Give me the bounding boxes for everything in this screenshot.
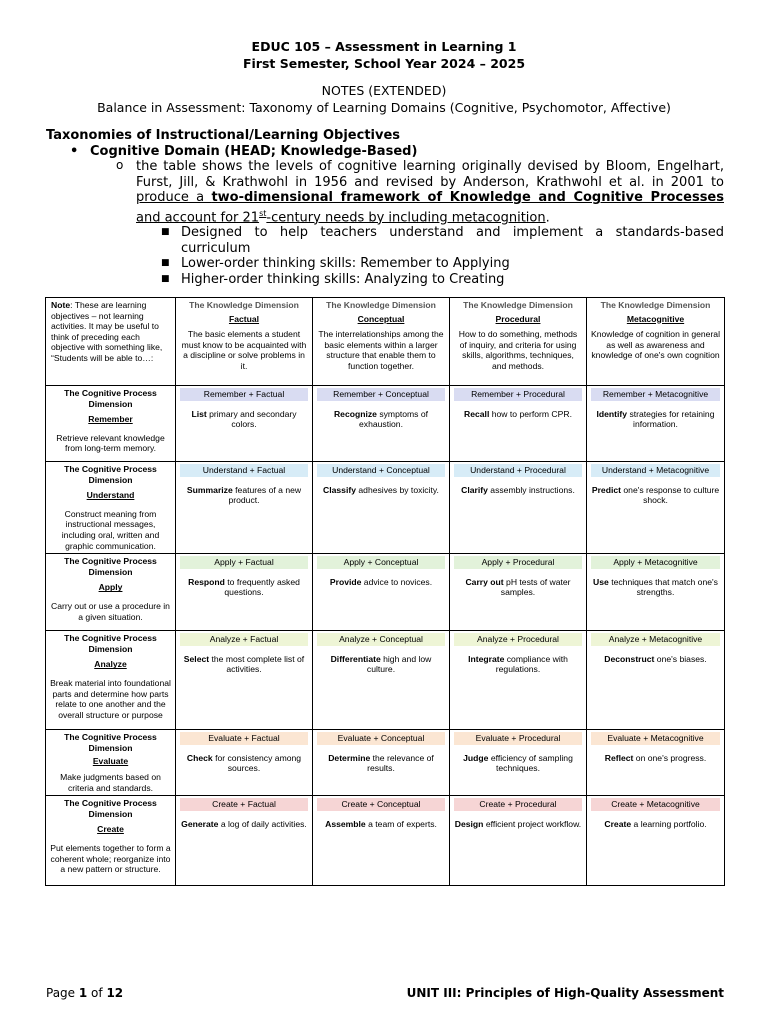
objective-cell — [450, 796, 587, 886]
cognitive-process-name: Remember — [88, 414, 133, 425]
document-header — [0, 38, 768, 72]
objective-text: on one's progress. — [633, 752, 707, 763]
domain-bullet — [46, 144, 724, 160]
taxonomy-table — [45, 297, 725, 886]
sub-bullet-text: Designed to help teachers understand and implement a standards-based curriculum — [181, 225, 724, 256]
cognitive-process-desc: Construct meaning from instructional messages, including oral, written and graphic communication. — [61, 508, 160, 551]
objective-cell — [176, 796, 313, 886]
action-verb: Differentiate — [330, 653, 381, 664]
body-text — [46, 128, 724, 287]
semester-line: First Semester, School Year 2024 – 2025 — [242, 56, 526, 71]
cognitive-process-cell — [46, 730, 176, 796]
objective-text: to frequently asked questions. — [224, 576, 300, 598]
objective-text: the most complete list of activities. — [209, 653, 305, 675]
page-word: Page — [46, 986, 79, 1000]
objective-cell — [587, 730, 725, 796]
cognitive-process-desc: Make judgments based on criteria and standards. — [60, 771, 161, 793]
notes-label: NOTES (EXTENDED) — [321, 83, 447, 98]
sub-bullet-text: Lower-order thinking skills: Remember to Applying — [181, 256, 510, 272]
action-verb: Create — [604, 818, 632, 829]
objective-text: adhesives by toxicity. — [356, 484, 439, 495]
page-of: of — [87, 986, 107, 1000]
framework-phrase: two-dimensional framework of Knowledge and Cognitive Processes — [211, 190, 724, 205]
domain-heading: Cognitive Domain (HEAD; Knowledge-Based) — [90, 143, 418, 159]
objective-cell — [450, 554, 587, 631]
table-row — [46, 730, 725, 796]
knowledge-type-desc: How to do something, methods of inquiry, and criteria for using skills, algorithms, techniques, and methods. — [458, 329, 578, 371]
cognitive-process-cell — [46, 386, 176, 462]
objective-text: features of a new product. — [228, 484, 302, 506]
action-verb: Assemble — [325, 818, 366, 829]
knowledge-dimension-label: The Knowledge Dimension — [189, 300, 299, 310]
objective-cell — [176, 386, 313, 462]
action-verb: Check — [186, 752, 213, 763]
objective-text: strategies for retaining information. — [627, 408, 715, 430]
cognitive-dimension-label: The Cognitive Process Dimension — [64, 798, 157, 819]
objective-text: efficient project workflow. — [483, 818, 582, 829]
combo-label: Apply + Metacognitive — [591, 556, 720, 569]
cognitive-process-desc: Break material into foundational parts and determine how parts relate to one another and the overall structure or purpose — [50, 677, 171, 720]
objective-text: a team of experts. — [365, 818, 437, 829]
objective-cell — [313, 462, 450, 554]
objective-text: advice to novices. — [361, 576, 433, 587]
cognitive-dimension-label: The Cognitive Process Dimension — [64, 388, 157, 409]
para-sup: st — [259, 208, 267, 218]
course-title: EDUC 105 – Assessment in Learning 1 — [251, 39, 517, 54]
square-bullet-icon: ■ — [161, 273, 170, 284]
objective-text: compliance with regulations. — [495, 653, 568, 675]
objective-cell — [313, 554, 450, 631]
cognitive-process-name: Apply — [98, 582, 123, 593]
description-paragraph — [46, 159, 724, 225]
combo-label: Evaluate + Conceptual — [317, 732, 445, 745]
bullet-dot-icon: • — [70, 143, 79, 159]
sub-bullet-text: Higher-order thinking skills: Analyzing to Creating — [181, 271, 505, 287]
action-verb: Respond — [188, 576, 225, 587]
objective-text: a log of daily activities. — [218, 818, 307, 829]
action-verb: Clarify — [461, 484, 488, 495]
objective-cell — [313, 730, 450, 796]
cognitive-dimension-label: The Cognitive Process Dimension — [64, 633, 157, 654]
combo-label: Evaluate + Metacognitive — [591, 732, 720, 745]
action-verb: Select — [183, 653, 210, 664]
objective-cell — [587, 462, 725, 554]
objective-cell — [176, 631, 313, 730]
combo-label: Create + Metacognitive — [591, 798, 720, 811]
knowledge-type-desc: The interrelationships among the basic elements within a larger structure that enable them to function together. — [318, 329, 444, 371]
objective-text: one's response to culture shock. — [621, 484, 720, 506]
knowledge-type-name: Metacognitive — [626, 313, 685, 324]
table-row — [46, 554, 725, 631]
combo-label: Understand + Procedural — [454, 464, 582, 477]
knowledge-header-cell — [176, 298, 313, 386]
objective-text: pH tests of water samples. — [500, 576, 571, 598]
cognitive-dimension-label: The Cognitive Process Dimension — [64, 732, 157, 753]
para-end: -century needs by including metacognition — [266, 209, 546, 225]
objective-cell — [450, 386, 587, 462]
combo-label: Analyze + Metacognitive — [591, 633, 720, 646]
para-part1: the table shows the levels of cognitive learning originally devised by Bloom, Engelhart, Furst, Jill, & Krathwohl in 1956 and revised by Anderson, Krathwohl et al. in 2001 to — [136, 159, 724, 190]
objective-text: how to perform CPR. — [489, 408, 572, 419]
square-bullet-icon: ■ — [161, 258, 170, 269]
square-bullet-icon: ■ — [161, 227, 170, 238]
combo-label: Evaluate + Factual — [180, 732, 308, 745]
knowledge-type-name: Factual — [228, 313, 260, 324]
combo-label: Understand + Conceptual — [317, 464, 445, 477]
para-period: . — [545, 209, 550, 225]
action-verb: Use — [593, 576, 609, 587]
cognitive-process-name: Create — [97, 824, 124, 835]
cognitive-process-name: Analyze — [94, 659, 127, 670]
combo-label: Understand + Metacognitive — [591, 464, 720, 477]
objective-cell — [313, 386, 450, 462]
action-verb: Provide — [329, 576, 362, 587]
note-cell — [46, 298, 176, 386]
cognitive-process-name: Evaluate — [92, 756, 129, 767]
knowledge-type-desc: Knowledge of cognition in general as well as awareness and knowledge of one's own cognition — [591, 329, 720, 361]
cognitive-dimension-label: The Cognitive Process Dimension — [64, 556, 157, 577]
cognitive-process-desc: Put elements together to form a coherent whole; reorganize into a new pattern or structure. — [50, 842, 171, 875]
table-header-row — [46, 298, 725, 386]
objective-text: techniques that match one's strengths. — [608, 576, 718, 598]
combo-label: Apply + Factual — [180, 556, 308, 569]
objective-cell — [450, 462, 587, 554]
combo-label: Understand + Factual — [180, 464, 308, 477]
objective-text: a learning portfolio. — [631, 818, 707, 829]
combo-label: Create + Factual — [180, 798, 308, 811]
objective-text: the relevance of results. — [367, 752, 434, 774]
knowledge-dimension-label: The Knowledge Dimension — [600, 300, 711, 310]
action-verb: Deconstruct — [604, 653, 655, 664]
action-verb: Recall — [464, 408, 490, 419]
combo-label: Create + Conceptual — [317, 798, 445, 811]
combo-label: Evaluate + Procedural — [454, 732, 582, 745]
combo-label: Analyze + Conceptual — [317, 633, 445, 646]
section-title: Taxonomies of Instructional/Learning Objectives — [46, 128, 401, 143]
objective-cell — [176, 730, 313, 796]
combo-label: Remember + Factual — [180, 388, 308, 401]
knowledge-type-name: Conceptual — [357, 313, 405, 324]
table-row — [46, 796, 725, 886]
objective-text: assembly instructions. — [487, 484, 575, 495]
sub-bullet — [46, 225, 724, 256]
cognitive-process-cell — [46, 462, 176, 554]
objective-cell — [176, 462, 313, 554]
table-row — [46, 631, 725, 730]
action-verb: Reflect — [604, 752, 634, 763]
note-label: Note — [51, 300, 71, 310]
bullet-circle-icon: o — [116, 158, 124, 172]
objective-cell — [313, 796, 450, 886]
para-and: and account for 21 — [136, 209, 260, 225]
action-verb: List — [191, 408, 207, 419]
objective-cell — [450, 631, 587, 730]
objective-cell — [587, 631, 725, 730]
combo-label: Analyze + Procedural — [454, 633, 582, 646]
action-verb: Determine — [328, 752, 371, 763]
sub-bullet — [46, 256, 724, 272]
knowledge-dimension-label: The Knowledge Dimension — [326, 300, 436, 310]
objective-cell — [587, 796, 725, 886]
sub-bullet — [46, 272, 724, 288]
document-subtitle: Balance in Assessment: Taxonomy of Learning Domains (Cognitive, Psychomotor, Affective) — [97, 100, 671, 115]
objective-text: high and low culture. — [366, 653, 432, 675]
action-verb: Predict — [591, 484, 621, 495]
action-verb: Generate — [181, 818, 219, 829]
objective-cell — [313, 631, 450, 730]
table-row — [46, 386, 725, 462]
combo-label: Analyze + Factual — [180, 633, 308, 646]
objective-text: symptoms of exhaustion. — [359, 408, 429, 430]
cognitive-process-desc: Retrieve relevant knowledge from long-term memory. — [56, 432, 165, 454]
note-text: : These are learning objectives – not learning activities. It may be useful to think of preceding each objective with something like, “Students will be able to…: — [51, 300, 163, 363]
knowledge-header-cell — [587, 298, 725, 386]
knowledge-type-name: Procedural — [495, 313, 541, 324]
action-verb: Summarize — [186, 484, 233, 495]
knowledge-header-cell — [450, 298, 587, 386]
table-row — [46, 462, 725, 554]
action-verb: Classify — [323, 484, 356, 495]
combo-label: Apply + Procedural — [454, 556, 582, 569]
cognitive-process-cell — [46, 554, 176, 631]
page-total: 12 — [106, 986, 124, 1000]
action-verb: Judge — [463, 752, 489, 763]
knowledge-type-desc: The basic elements a student must know to be acquainted with a discipline or solve problems in it. — [181, 329, 307, 371]
cognitive-process-desc: Carry out or use a procedure in a given situation. — [51, 600, 170, 622]
cognitive-process-name: Understand — [86, 490, 135, 501]
objective-cell — [587, 386, 725, 462]
knowledge-header-cell — [313, 298, 450, 386]
cognitive-dimension-label: The Cognitive Process Dimension — [64, 464, 157, 485]
objective-text: efficiency of sampling techniques. — [488, 752, 573, 774]
action-verb: Integrate — [468, 653, 505, 664]
objective-cell — [450, 730, 587, 796]
page-number — [46, 986, 123, 1000]
combo-label: Remember + Metacognitive — [591, 388, 720, 401]
combo-label: Remember + Conceptual — [317, 388, 445, 401]
objective-cell — [176, 554, 313, 631]
para-produce: produce a — [136, 190, 212, 205]
objective-text: for consistency among sources. — [212, 752, 302, 774]
action-verb: Identify — [596, 408, 628, 419]
cognitive-process-cell — [46, 631, 176, 730]
knowledge-dimension-label: The Knowledge Dimension — [463, 300, 573, 310]
action-verb: Recognize — [333, 408, 377, 419]
action-verb: Carry out — [465, 576, 504, 587]
objective-text: one's biases. — [654, 653, 707, 664]
unit-title: UNIT III: Principles of High-Quality Assessment — [406, 986, 724, 1000]
cognitive-process-cell — [46, 796, 176, 886]
combo-label: Remember + Procedural — [454, 388, 582, 401]
objective-cell — [587, 554, 725, 631]
combo-label: Create + Procedural — [454, 798, 582, 811]
notes-block — [0, 82, 768, 116]
combo-label: Apply + Conceptual — [317, 556, 445, 569]
action-verb: Design — [454, 818, 484, 829]
page-current: 1 — [78, 986, 88, 1000]
objective-text: primary and secondary colors. — [206, 408, 297, 430]
